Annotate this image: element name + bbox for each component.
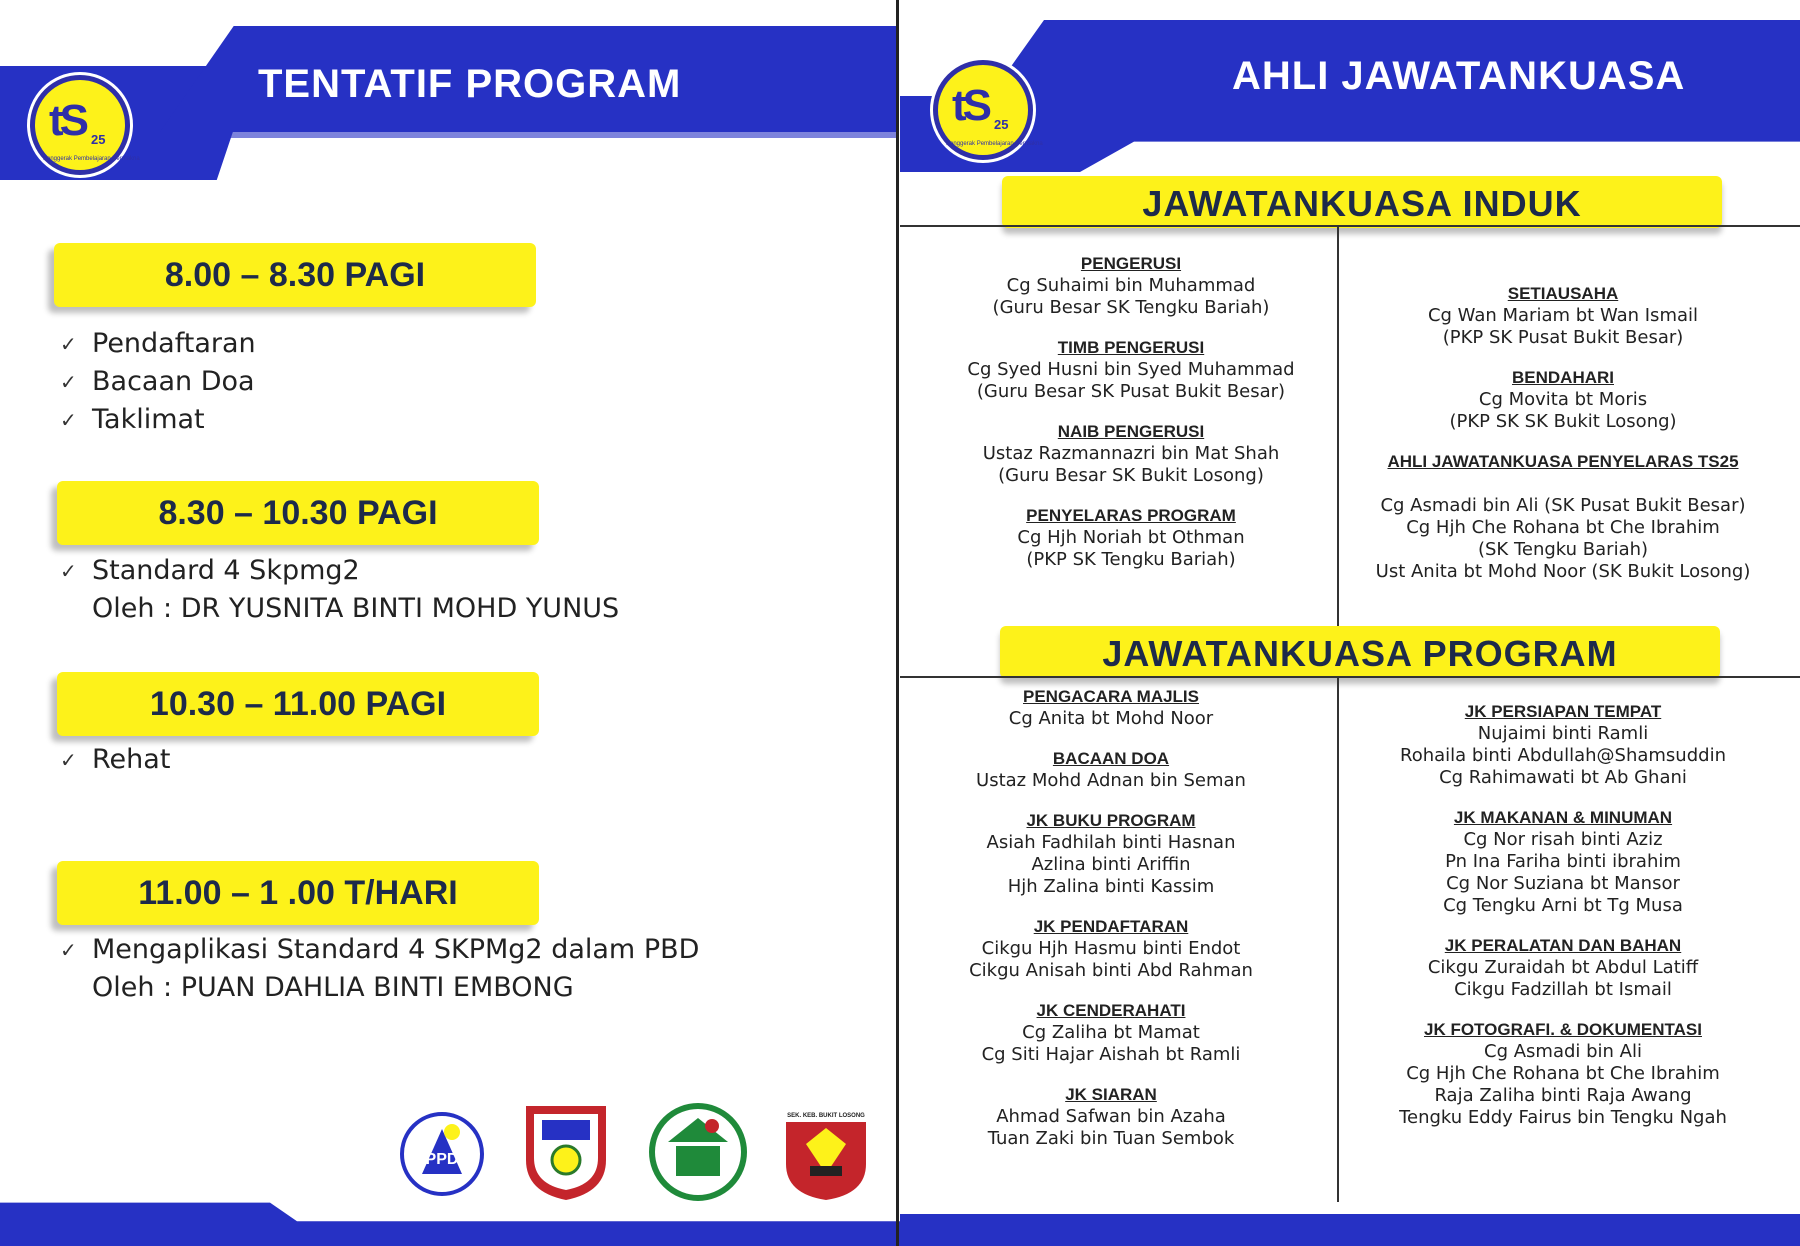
committee-role: AHLI JAWATANKUASA PENYELARAS TS25 Cg Asmadi bin Ali (SK Pusat Bukit Besar) Cg Hjh Che Rohana bt Che Ibrahim (SK Tengku Bariah) Ust Anita bt Mohd Noor (SK Bukit Losong) [1375, 452, 1751, 582]
committee-role: SETIAUSAHA Cg Wan Mariam bt Wan Ismail (PKP SK Pusat Bukit Besar) [1427, 284, 1699, 348]
program-right-column [1358, 701, 1768, 1147]
slot-2-list [56, 552, 856, 628]
committee-role: JK FOTOGRAFI. & DOKUMENTASI Cg Asmadi bin Ali Cg Hjh Che Rohana bt Che Ibrahim Raja Zaliha binti Raja Awang Tengku Eddy Fairus bin Tengku Ngah [1399, 1020, 1727, 1128]
ts25-logo-icon: tS 25 Penggerak Pembelajaran Bermakna [30, 75, 130, 175]
ts25-logo-icon: tS 25 Penggerak Pembelajaran Bermakna [933, 60, 1033, 160]
induk-left-column [936, 253, 1326, 589]
time-slot-1: 8.00 – 8.30 PAGI [54, 243, 536, 307]
school-crest-3-icon [780, 1104, 872, 1204]
ppd-logo-icon [392, 1104, 492, 1204]
school-crest-1-icon [520, 1100, 612, 1204]
committee-role: JK SIARAN Ahmad Safwan bin Azaha Tuan Zaki bin Tuan Sembok [987, 1085, 1235, 1149]
slot-3-list [56, 741, 856, 779]
committee-role: TIMB PENGERUSI Cg Syed Husni bin Syed Muhammad (Guru Besar SK Pusat Bukit Besar) [967, 338, 1295, 402]
induk-heading: JAWATANKUASA INDUK [1002, 176, 1722, 228]
left-page-title: TENTATIF PROGRAM [258, 62, 682, 106]
program-left-column [936, 686, 1286, 1168]
committee-role: PENYELARAS PROGRAM Cg Hjh Noriah bt Othman (PKP SK Tengku Bariah) [1017, 506, 1245, 570]
time-slot-4: 11.00 – 1 .00 T/HARI [57, 861, 539, 925]
list-item: ✓ Taklimat [56, 401, 856, 439]
time-slot-2: 8.30 – 10.30 PAGI [57, 481, 539, 545]
committee-role: PENGERUSI Cg Suhaimi bin Muhammad (Guru Besar SK Tengku Bariah) [992, 254, 1270, 318]
check-icon: ✓ [60, 748, 77, 772]
time-slot-3: 10.30 – 11.00 PAGI [57, 672, 539, 736]
slot-1-list [56, 325, 856, 439]
program-rule [900, 676, 1800, 678]
program-col-divider [1337, 677, 1339, 1202]
right-page-title: AHLI JAWATANKUASA [1232, 54, 1686, 98]
committee-role: JK PERALATAN DAN BAHAN Cikgu Zuraidah bt Abdul Latiff Cikgu Fadzillah bt Ismail [1427, 936, 1699, 1000]
list-item: ✓ Mengaplikasi Standard 4 SKPMg2 dalam PBD Oleh : PUAN DAHLIA BINTI EMBONG [56, 931, 856, 1007]
check-icon: ✓ [60, 332, 77, 356]
committee-role: PENGACARA MAJLIS Cg Anita bt Mohd Noor [1008, 687, 1214, 729]
slot-4-list [56, 931, 856, 1007]
program-heading: JAWATANKUASA PROGRAM [1000, 626, 1720, 678]
check-icon: ✓ [60, 938, 77, 962]
svg-text:SEK. KEB. BUKIT LOSONG: SEK. KEB. BUKIT LOSONG [787, 1113, 865, 1119]
induk-right-column [1348, 283, 1778, 601]
committee-role: JK PERSIAPAN TEMPAT Nujaimi binti Ramli Rohaila binti Abdullah@Shamsuddin Cg Rahimawati bt Ab Ghani [1400, 702, 1726, 788]
check-icon: ✓ [60, 408, 77, 432]
svg-text:PPD: PPD [425, 1151, 459, 1168]
page-divider [896, 0, 899, 1246]
list-item: ✓ Rehat [56, 741, 856, 779]
committee-role: JK PENDAFTARAN Cikgu Hjh Hasmu binti Endot Cikgu Anisah binti Abd Rahman [969, 917, 1253, 981]
school-crest-2-icon [648, 1102, 748, 1202]
committee-role: BENDAHARI Cg Movita bt Moris (PKP SK SK Bukit Losong) [1449, 368, 1677, 432]
committee-role: JK BUKU PROGRAM Asiah Fadhilah binti Hasnan Azlina binti Ariffin Hjh Zalina binti Kassim [986, 811, 1236, 897]
induk-col-divider [1337, 226, 1339, 626]
induk-rule [900, 225, 1800, 227]
list-item: ✓ Pendaftaran [56, 325, 856, 363]
committee-role: JK MAKANAN & MINUMAN Cg Nor risah binti Aziz Pn Ina Fariha binti ibrahim Cg Nor Suziana bt Mansor Cg Tengku Arni bt Tg Musa [1443, 808, 1683, 916]
check-icon: ✓ [60, 370, 77, 394]
check-icon: ✓ [60, 559, 77, 583]
committee-role: BACAAN DOA Ustaz Mohd Adnan bin Seman [976, 749, 1246, 791]
committee-role: NAIB PENGERUSI Ustaz Razmannazri bin Mat Shah (Guru Besar SK Bukit Losong) [982, 422, 1280, 486]
right-footer-band [900, 1214, 1800, 1246]
committee-role: JK CENDERAHATI Cg Zaliha bt Mamat Cg Siti Hajar Aishah bt Ramli [981, 1001, 1241, 1065]
left-header-stripe [230, 132, 897, 138]
list-item: ✓ Standard 4 Skpmg2 Oleh : DR YUSNITA BINTI MOHD YUNUS [56, 552, 856, 628]
list-item: ✓ Bacaan Doa [56, 363, 856, 401]
